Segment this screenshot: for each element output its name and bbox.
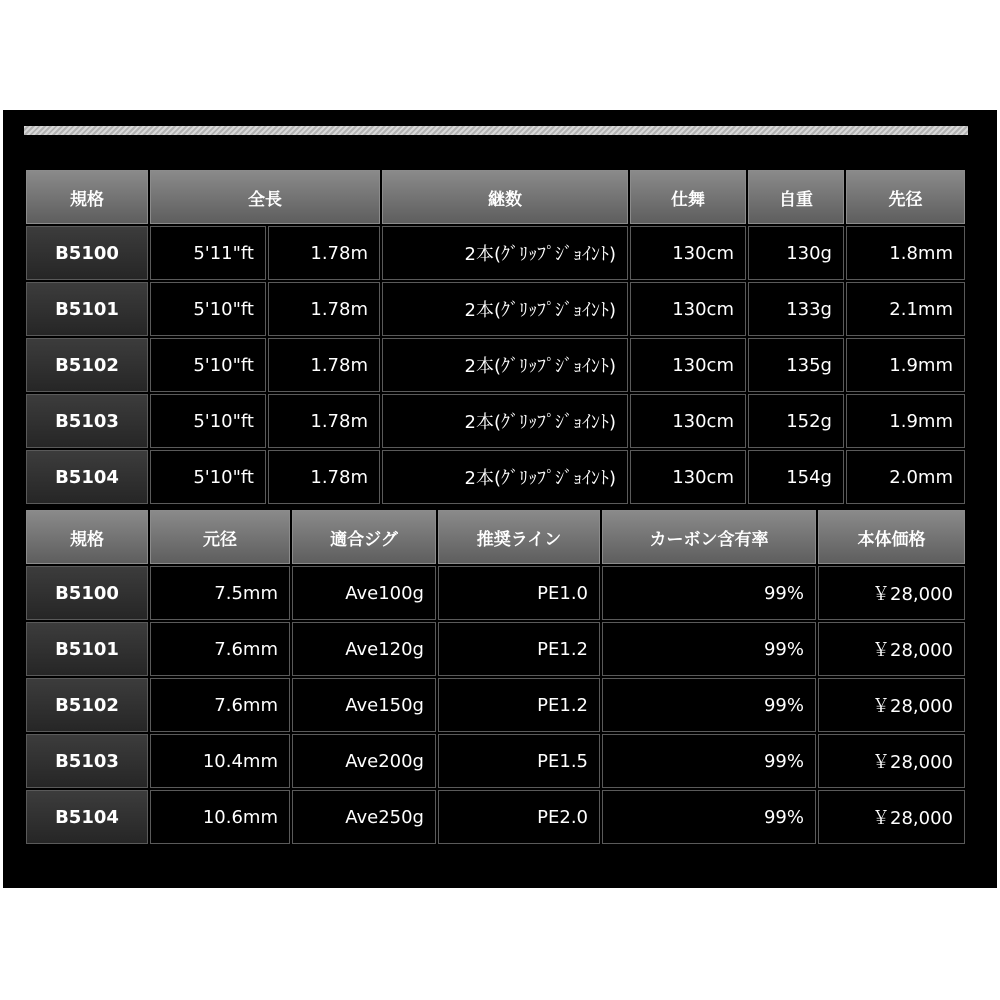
weight: 130g [748,226,844,280]
model-code: B5103 [26,734,148,788]
length-ft: 5'10"ft [150,338,266,392]
butt-diameter: 10.6mm [150,790,290,844]
model-code: B5101 [26,622,148,676]
jig-weight: Ave100g [292,566,436,620]
header-length: 全長 [150,170,380,224]
length-m: 1.78m [268,394,380,448]
model-code: B5101 [26,282,148,336]
header-price: 本体価格 [818,510,965,564]
price: ￥28,000 [818,678,965,732]
tip-diameter: 1.9mm [846,394,965,448]
length-ft: 5'10"ft [150,450,266,504]
price: ￥28,000 [818,566,965,620]
model-code: B5104 [26,790,148,844]
carbon-content: 99% [602,678,816,732]
tip-diameter: 2.0mm [846,450,965,504]
header-weight: 自重 [748,170,844,224]
weight: 154g [748,450,844,504]
price: ￥28,000 [818,734,965,788]
line: PE1.2 [438,622,600,676]
pieces: 2本(ｸﾞﾘｯﾌﾟｼﾞｮｲﾝﾄ) [382,394,628,448]
jig-weight: Ave120g [292,622,436,676]
weight: 133g [748,282,844,336]
length-m: 1.78m [268,282,380,336]
header-carbon-content: カーボン含有率 [602,510,816,564]
model-code: B5100 [26,226,148,280]
header-closed-length: 仕舞 [630,170,746,224]
closed-length: 130cm [630,282,746,336]
weight: 152g [748,394,844,448]
header-spec: 規格 [26,510,148,564]
header-line: 推奨ライン [438,510,600,564]
carbon-content: 99% [602,566,816,620]
pieces: 2本(ｸﾞﾘｯﾌﾟｼﾞｮｲﾝﾄ) [382,338,628,392]
price: ￥28,000 [818,622,965,676]
length-ft: 5'10"ft [150,394,266,448]
length-ft: 5'11"ft [150,226,266,280]
length-ft: 5'10"ft [150,282,266,336]
line: PE1.5 [438,734,600,788]
tip-diameter: 1.8mm [846,226,965,280]
length-m: 1.78m [268,226,380,280]
closed-length: 130cm [630,226,746,280]
tip-diameter: 2.1mm [846,282,965,336]
jig-weight: Ave150g [292,678,436,732]
model-code: B5104 [26,450,148,504]
tip-diameter: 1.9mm [846,338,965,392]
model-code: B5103 [26,394,148,448]
pieces: 2本(ｸﾞﾘｯﾌﾟｼﾞｮｲﾝﾄ) [382,226,628,280]
line: PE1.2 [438,678,600,732]
line: PE2.0 [438,790,600,844]
jig-weight: Ave250g [292,790,436,844]
model-code: B5100 [26,566,148,620]
line: PE1.0 [438,566,600,620]
model-code: B5102 [26,678,148,732]
header-butt-diameter: 元径 [150,510,290,564]
carbon-content: 99% [602,622,816,676]
carbon-content: 99% [602,790,816,844]
length-m: 1.78m [268,450,380,504]
butt-diameter: 7.6mm [150,678,290,732]
weight: 135g [748,338,844,392]
closed-length: 130cm [630,394,746,448]
header-tip-diameter: 先径 [846,170,965,224]
decorative-stripe [24,126,968,135]
price: ￥28,000 [818,790,965,844]
model-code: B5102 [26,338,148,392]
butt-diameter: 7.5mm [150,566,290,620]
carbon-content: 99% [602,734,816,788]
header-jig-weight: 適合ジグ [292,510,436,564]
closed-length: 130cm [630,338,746,392]
header-pieces: 継数 [382,170,628,224]
jig-weight: Ave200g [292,734,436,788]
pieces: 2本(ｸﾞﾘｯﾌﾟｼﾞｮｲﾝﾄ) [382,282,628,336]
header-spec: 規格 [26,170,148,224]
closed-length: 130cm [630,450,746,504]
butt-diameter: 7.6mm [150,622,290,676]
butt-diameter: 10.4mm [150,734,290,788]
pieces: 2本(ｸﾞﾘｯﾌﾟｼﾞｮｲﾝﾄ) [382,450,628,504]
length-m: 1.78m [268,338,380,392]
